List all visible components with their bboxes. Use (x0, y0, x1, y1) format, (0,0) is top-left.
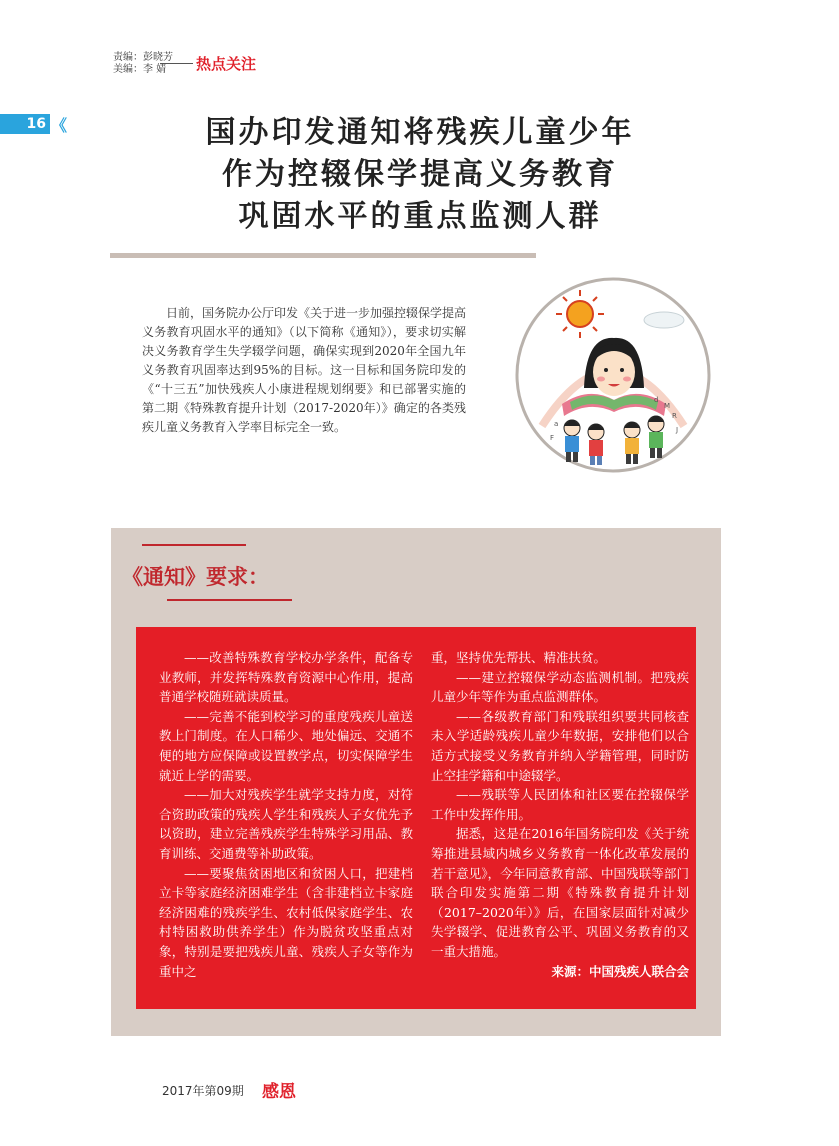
title-underline (110, 253, 536, 258)
title-line-3: 巩固水平的重点监测人群 (238, 199, 602, 234)
requirement-item: ——改善特殊教育学校办学条件，配备专业教师，并发挥特殊教育资源中心作用，提高普通学校随班就读质量。 (159, 650, 413, 705)
issue-info: 2017年第09期 (162, 1084, 244, 1098)
requirement-item: ——要聚焦贫困地区和贫困人口，把建档立卡等家庭经济困难学生（含非建档立卡家庭经济困难的残疾学生、农村低保家庭学生、农村特困救助供养学生）作为脱贫攻坚重点对象，特别是要把残疾儿童、残疾人子女等作为重中之 (159, 865, 413, 979)
background-paragraph: 据悉，这是在2016年国务院印发《关于统筹推进县域内城乡义务教育一体化改革发展的若干意见》，今年同意教育部、中国残联等部门联合印发实施第二期《特殊教育提升计划（2017–2020年）》后，在国家层面针对减少失学辍学、促进教育公平、巩固义务教育的又一重大措施。 (431, 826, 689, 959)
source-credit: 来源：中国残疾人联合会 (551, 963, 689, 979)
header-divider (160, 63, 193, 64)
requirement-item: ——建立控辍保学动态监测机制。把残疾儿童少年等作为重点监测群体。 (431, 669, 689, 705)
requirement-item: ——各级教育部门和残联组织要共同核查未入学适龄残疾儿童少年数据，安排他们以合适方式接受义务教育并纳入学籍管理，同时防止空挂学籍和中途辍学。 (431, 708, 689, 783)
editor-name: 责编：彭晓芳 (113, 52, 173, 63)
requirement-item: ——残联等人民团体和社区要在控辍保学工作中发挥作用。 (431, 787, 689, 822)
requirements-right-column (431, 648, 689, 981)
requirements-left-column (159, 648, 413, 981)
magazine-logo: 感恩 (262, 1082, 296, 1102)
svg-text:J: J (676, 426, 679, 434)
svg-text:a: a (554, 420, 559, 428)
title-line-2: 作为控辍保学提高义务教育 (222, 157, 618, 192)
heading-rule-top (142, 544, 246, 546)
section-label: 热点关注 (196, 55, 257, 73)
svg-text:M: M (664, 402, 671, 410)
title-line-1: 国办印发通知将残疾儿童少年 (205, 115, 635, 150)
intro-paragraph: 日前，国务院办公厅印发《关于进一步加强控辍保学提高义务教育巩固水平的通知》（以下简称《通知》），要求切实解决义务教育学生失学辍学问题，确保实现到2020年全国九年义务教育巩固率达到95%的目标。这一目标和国务院印发的《“十三五”加快残疾人小康进程规划纲要》和已部署实施的第二期《特殊教育提升计划（2017-2020年）》确定的各类残疾儿童义务教育入学率目标完全一致。 (142, 306, 467, 434)
designer-name: 美编：李 婧 (113, 64, 167, 75)
requirement-continuation: 重，坚持优先帮扶、精准扶贫。 (431, 650, 607, 665)
children-reading-illustration (514, 276, 712, 474)
requirement-item: ——完善不能到校学习的重度残疾儿童送教上门制度。在人口稀少、地处偏远、交通不便的地方应保障或设置教学点，切实保障学生就近上学的需要。 (159, 708, 413, 783)
notice-heading: 《通知》要求： (122, 565, 269, 589)
editor-credits (113, 52, 173, 76)
page-number: 16 (0, 114, 50, 134)
requirement-item: ——加大对残疾学生就学支持力度，对符合资助政策的残疾人学生和残疾人子女优先予以资助，建立完善残疾学生特殊学习用品、教育训练、交通费等补助政策。 (159, 787, 413, 861)
page-number-mark: 《 (51, 116, 68, 135)
svg-text:d: d (654, 396, 659, 404)
svg-text:R: R (672, 412, 677, 420)
heading-rule-bottom (167, 599, 292, 601)
svg-text:F: F (550, 434, 555, 442)
article-title (120, 112, 720, 238)
